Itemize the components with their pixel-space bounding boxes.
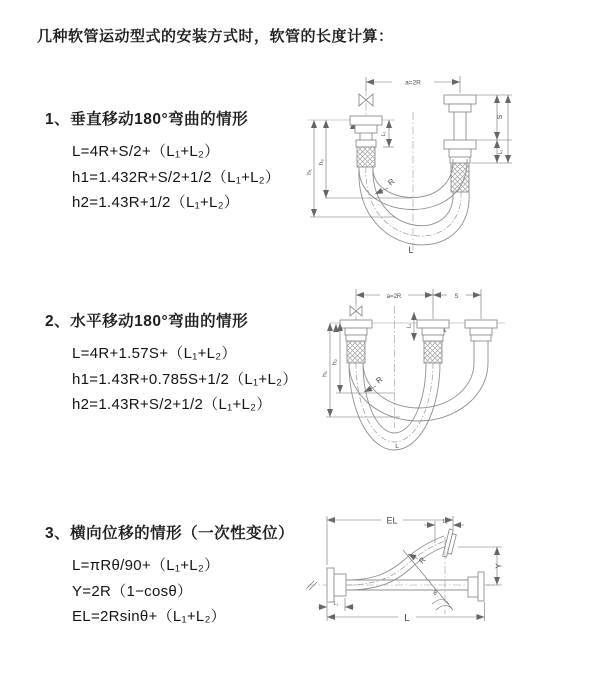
left-pipe-assembly: [350, 116, 382, 167]
formula-line: Y=2R（1−cosθ）: [72, 582, 193, 600]
dim-label-h1: h₁: [306, 169, 313, 175]
dim-label-l: L: [404, 613, 410, 624]
dim-label-a2r: a=2R: [405, 79, 421, 87]
label-radius: R: [374, 374, 385, 386]
dimension-h2: [318, 120, 326, 198]
formula-line: h2=1.43R+S/2+1/2（L₁+L₂）: [72, 396, 272, 413]
section-vertical-movement: [45, 107, 280, 216]
dim-label-h2: h₂: [318, 158, 325, 166]
braided-hose-section: [357, 147, 375, 167]
hose-arcs: [349, 358, 488, 450]
label-length: L: [395, 443, 399, 450]
formula-line: h2=1.43R+1/2（L₁+L₂）: [72, 194, 240, 211]
diagram-vertical-180-bend: [300, 64, 560, 260]
formula-line: L=4R+1.57S+（L₁+L₂）: [72, 345, 237, 362]
displaced-hose: [346, 536, 450, 590]
section-horizontal-movement: [45, 309, 298, 418]
diagram-horizontal-180-bend: [300, 278, 570, 463]
middle-pipe-assembly: [417, 320, 449, 363]
dimension-l1-bottom: [318, 598, 354, 611]
dimension-a2r-and-s: [356, 289, 481, 319]
left-flange: [327, 568, 346, 602]
braided-hose-section: [424, 341, 442, 363]
formula-line: h1=1.43R+0.785S+1/2（L₁+L₂）: [72, 370, 298, 388]
dim-label-s: S: [454, 294, 459, 300]
formula-line: L=4R+S/2+（L₁+L₂）: [72, 143, 220, 160]
label-radius: R: [386, 176, 397, 188]
dimension-l1-left: [381, 120, 394, 147]
label-length: L: [408, 245, 414, 255]
section-heading: 2、水平移动180°弯曲的情形: [45, 313, 249, 330]
label-theta: θ: [433, 591, 437, 597]
dim-label-l1-bottom: L₁: [333, 601, 339, 607]
centerline-break-mark: [306, 581, 317, 590]
dim-label-l1-left: L₁: [381, 131, 387, 137]
dimension-l1-top: [424, 519, 464, 543]
dimension-l1-middle: [407, 312, 415, 341]
dimension-l: [327, 602, 485, 624]
section-heading: 3、横向位移的情形（一次性变位）: [45, 525, 295, 542]
formula-line: L=πRθ/90+（L₁+L₂）: [72, 557, 220, 574]
section-lateral-displacement: [45, 521, 294, 630]
left-pipe-assembly: [340, 320, 372, 363]
dim-label-l1-top: L₁: [442, 519, 448, 525]
page-title: 几种软管运动型式的安装方式时，软管的长度计算：: [37, 28, 394, 45]
dim-label-h2: h₂: [331, 358, 339, 366]
dim-label-h1: h₁: [321, 371, 329, 377]
dim-label-s: S: [497, 114, 504, 120]
dim-label-a2r: a=2R: [386, 294, 402, 300]
braided-hose-section: [347, 341, 365, 363]
right-pipe-assembly: [444, 95, 476, 192]
radius-callout: [375, 177, 397, 194]
dim-label-el: EL: [386, 515, 398, 526]
formula-line: h1=1.432R+S/2+1/2（L₁+L₂）: [72, 168, 281, 186]
dimension-h2: [332, 323, 341, 393]
dim-label-l1: L₁: [406, 323, 413, 329]
dim-label-y: Y: [494, 563, 504, 569]
dim-label-l1-right: L₁: [498, 149, 504, 155]
right-pipe-assembly-moved: [465, 320, 497, 358]
dimension-a2r: [366, 76, 460, 93]
straight-pipe-position: [346, 572, 484, 601]
label-radius: R: [416, 555, 428, 566]
radius-callout: [364, 375, 385, 392]
valve-icon: [359, 88, 373, 116]
formula-line: EL=2Rsinθ+（L₁+L₂）: [72, 608, 226, 625]
diagram-lateral-displacement: [296, 503, 600, 658]
dimension-s-right: [471, 95, 512, 163]
section-heading: 1、垂直移动180°弯曲的情形: [45, 111, 249, 128]
